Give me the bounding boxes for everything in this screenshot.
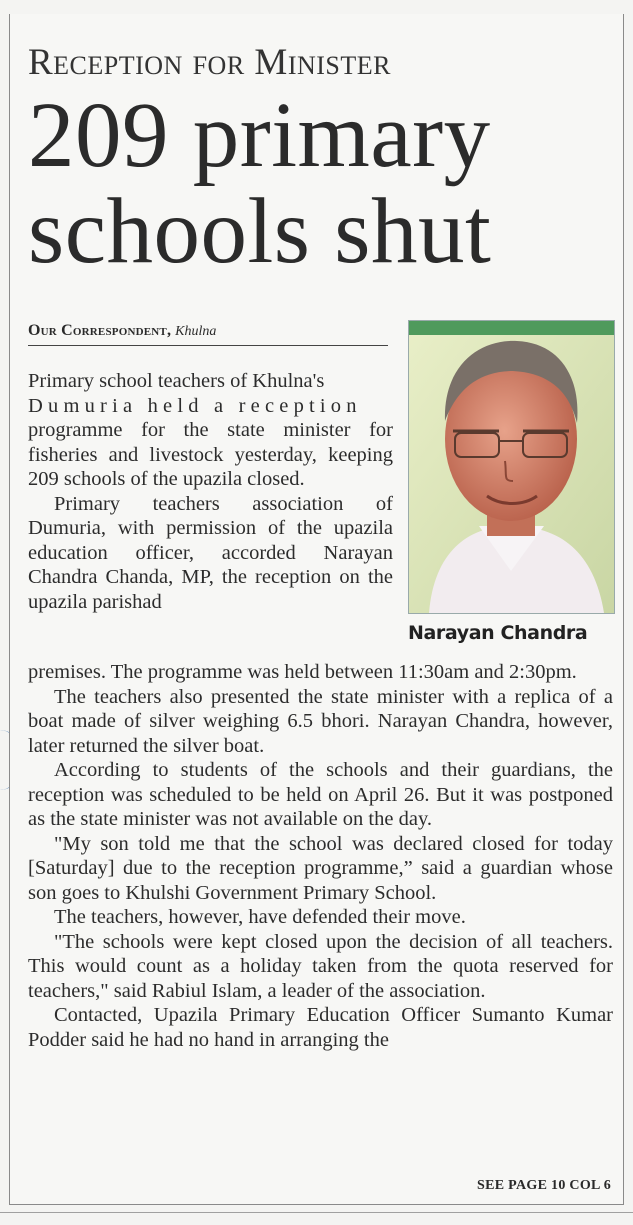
narrow-column <box>28 369 393 614</box>
headline: 209 primary schools shut <box>28 84 492 283</box>
paragraph-teachers-defend: The teachers, however, have defended their move. <box>54 906 466 928</box>
portrait-photo <box>408 320 615 614</box>
paragraph-officer: Contacted, Upazila Primary Education Officer Sumanto Kumar Podder said he had no hand in arranging the <box>28 1004 613 1051</box>
bottom-rule <box>0 1212 633 1213</box>
photo-caption: Narayan Chandra <box>408 622 588 644</box>
byline-name: Our Correspondent, <box>28 322 172 339</box>
lead-line-1: Primary school teachers of Khulna's <box>28 370 325 392</box>
byline-location: Khulna <box>175 324 217 339</box>
portrait-image <box>409 321 614 613</box>
paragraph-guardian-quote: "My son told me that the school was declared closed for today [Saturday] due to the reception programme,” said a guardian whose son goes to Khulshi Government Primary School. <box>28 832 613 904</box>
paragraph-silver-boat: The teachers also presented the state minister with a replica of a boat made of silver weighing 6.5 bhori. Narayan Chandra, however, later returned the silver boat. <box>28 685 613 757</box>
paragraph-2-start: Primary teachers association of Dumuria, with permission of the upazila education officer, accorded Narayan Chandra Chanda, MP, the reception on the upazila parishad <box>28 492 393 613</box>
paragraph-2-end: premises. The programme was held between 11:30am and 2:30pm. <box>28 661 577 683</box>
continuation-note: SEE PAGE 10 COL 6 <box>477 1178 611 1193</box>
lead-line-rest: programme for the state minister for fisheries and livestock yesterday, keeping 209 schools of the upazila closed. <box>28 419 393 490</box>
wide-column <box>28 660 613 1052</box>
paragraph-schedule: According to students of the schools and their guardians, the reception was scheduled to be held on April 26. But it was postponed as the state minister was not available on the day. <box>28 759 613 830</box>
kicker: Reception for Minister <box>28 42 391 83</box>
paragraph-rabiul-quote: "The schools were kept closed upon the decision of all teachers. This would count as a holiday taken from the quota reserved for teachers," said Rabiul Islam, a leader of the association. <box>28 930 613 1002</box>
lead-line-2: Dumuria held a reception <box>28 394 362 417</box>
byline <box>28 322 388 346</box>
